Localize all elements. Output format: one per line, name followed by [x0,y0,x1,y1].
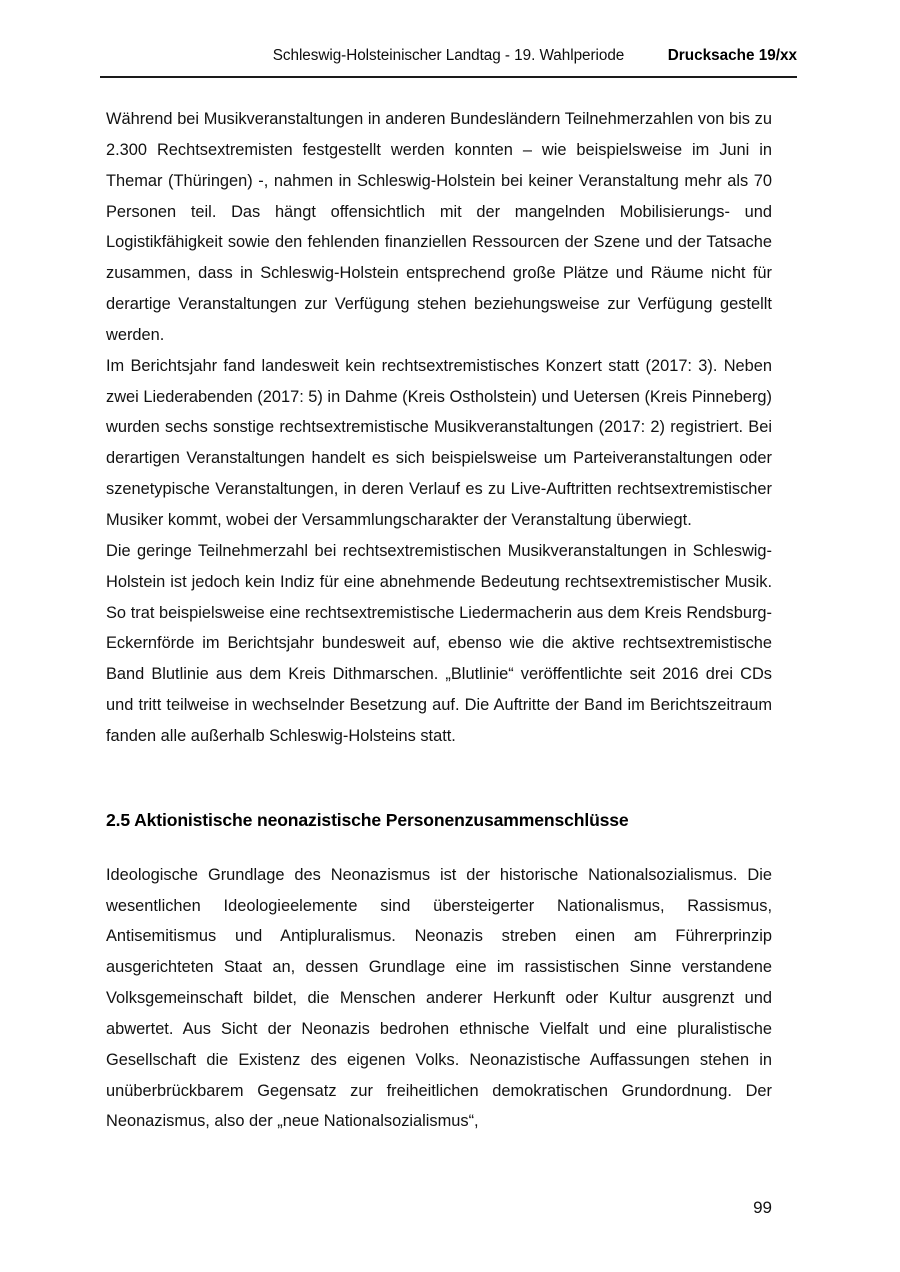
paragraph-low-participation-significance: Die geringe Teilnehmerzahl bei rechtsextremistischen Musikveranstaltungen in Schleswig-Holstein ist jedoch kein Indiz für eine abnehmende Bedeutung rechtsextremistischer Musik. So trat beispielsweise eine rechtsextremistische Liedermacherin aus dem Kreis Rendsburg-Eckernförde im Berichtsjahr bundesweit auf, ebenso wie die aktive rechtsextremistische Band Blutlinie aus dem Kreis Dithmarschen. „Blutlinie“ veröffentlichte seit 2016 drei CDs und tritt teilweise in wechselnder Besetzung auf. Die Auftritte der Band im Berichtszeitraum fanden alle außerhalb Schleswig-Holsteins statt. [106,541,772,745]
section-heading-2-5: 2.5 Aktionistische neonazistische Personenzusammenschlüsse [106,809,629,830]
running-head-title: Schleswig-Holsteinischer Landtag - 19. Wahlperiode [272,47,625,64]
spacer-after-heading [106,834,772,860]
spacer-before-heading [106,752,772,806]
document-body [106,104,772,1137]
paragraph-neonazism-ideology: Ideologische Grundlage des Neonazismus ist der historische Nationalsozialismus. Die wesentlichen Ideologieelemente sind übersteigerter Nationalismus, Rassismus, Antisemitismus und Antipluralismus. Neonazis streben einen am Führerprinzip ausgerichteten Staat an, dessen Grundlage eine im rassistischen Sinne verstandene Volksgemeinschaft bildet, die Menschen anderer Herkunft oder Kultur ausgrenzt und abwertet. Aus Sicht der Neonazis bedrohen ethnische Vielfalt und eine pluralistische Gesellschaft die Existenz des eigenen Volks. Neonazistische Auffassungen stehen in unüberbrückbarem Gegensatz zur freiheitlichen demokratischen Grundordnung. Der Neonazismus, also der „neue Nationalsozialismus“, [106,865,772,1131]
page-number: 99 [753,1198,772,1217]
header-divider-rule [100,76,797,78]
paragraph-concerts-report-year: Im Berichtsjahr fand landesweit kein rechtsextremistisches Konzert statt (2017: 3). Neben zwei Liederabenden (2017: 5) in Dahme (Kreis Ostholstein) und Uetersen (Kreis Pinneberg) wurden sechs sonstige rechtsextremistische Musikveranstaltungen (2017: 2) registriert. Bei derartigen Veranstaltungen handelt es sich beispielsweise um Parteiveranstaltungen oder szenetypische Veranstaltungen, in deren Verlauf es zu Live-Auftritten rechtsextremistischer Musiker kommt, wobei der Versammlungscharakter der Veranstaltung überwiegt. [106,356,772,529]
paragraph-music-events-participation: Während bei Musikveranstaltungen in anderen Bundesländern Teilnehmerzahlen von bis zu 2.300 Rechtsextremisten festgestellt werden konnten – wie beispielsweise im Juni in Themar (Thüringen) -, nahmen in Schleswig-Holstein bei keiner Veranstaltung mehr als 70 Personen teil. Das hängt offensichtlich mit der mangelnden Mobilisierungs- und Logistikfähigkeit sowie den fehlenden finanziellen Ressourcen der Szene und der Tatsache zusammen, dass in Schleswig-Holstein entsprechend große Plätze und Räume nicht für derartige Veranstaltungen zur Verfügung stehen beziehungsweise zur Verfügung gestellt werden. [106,110,772,344]
running-head-reference: Drucksache 19/xx [667,47,797,64]
running-head [100,47,797,73]
